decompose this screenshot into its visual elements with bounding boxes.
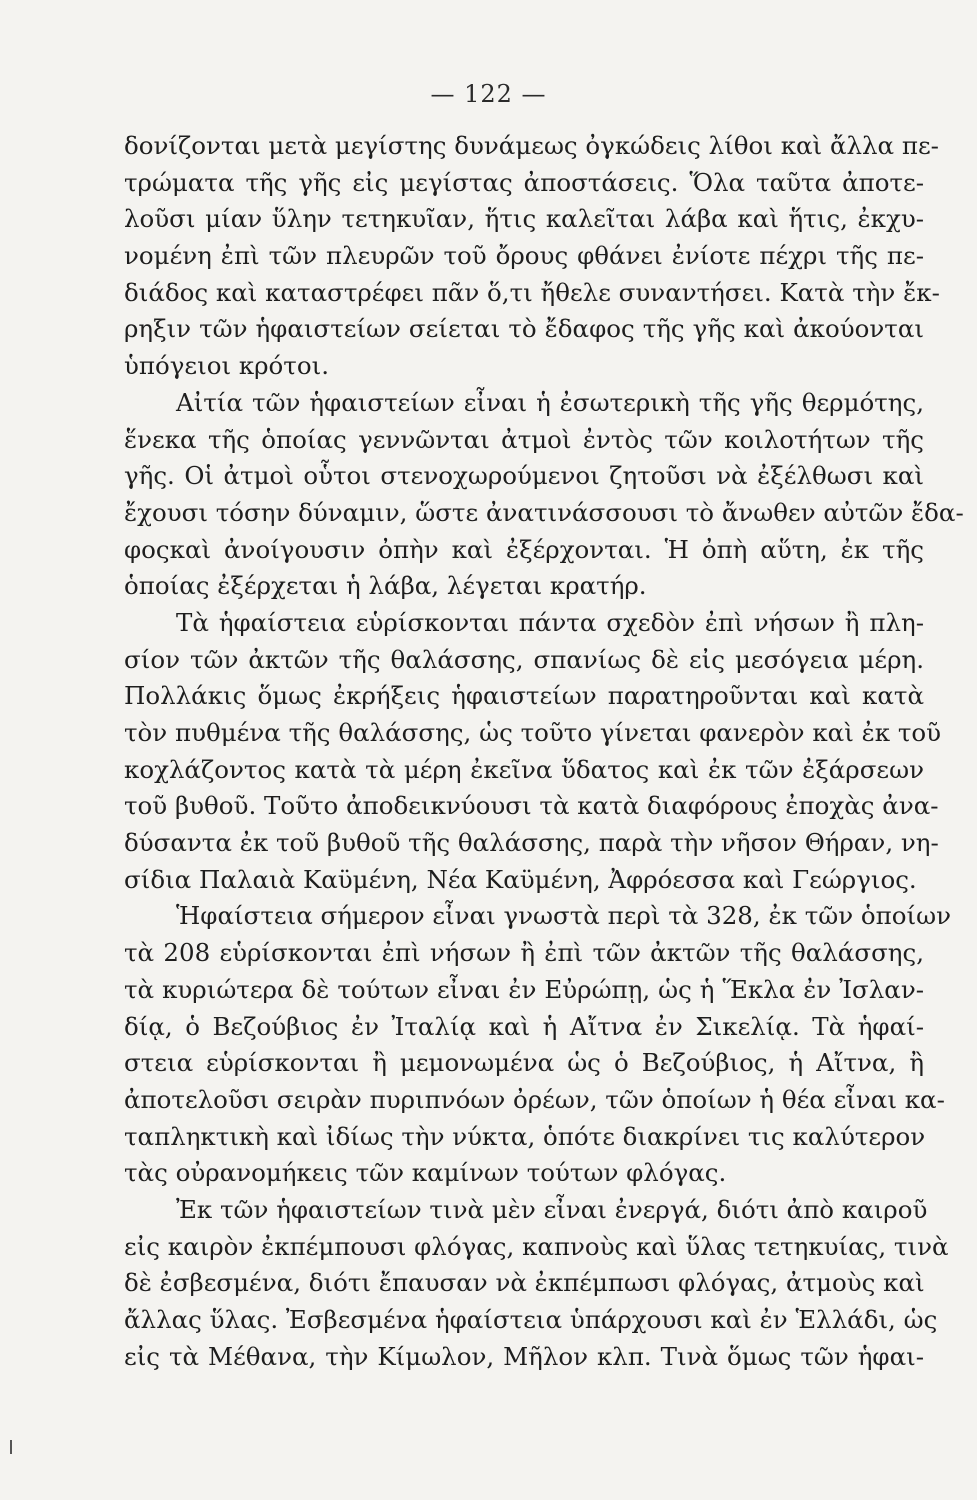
text-line: ρηξιν τῶν ἡφαιστείων σείεται τὸ ἔδαφος τῆς γῆς καὶ ἀκούονται <box>124 314 924 344</box>
text-line: εἰς τὰ Μέθανα, τὴν Κίμωλον, Μῆλον κλπ. Τινὰ ὅμως τῶν ἡφαι- <box>124 1341 924 1371</box>
text-line: τὸν πυθμένα τῆς θαλάσσης, ὡς τοῦτο γίνεται φανερὸν καὶ ἐκ τοῦ <box>124 718 942 747</box>
text-line: λοῦσι μίαν ὕλην τετηκυῖαν, ἥτις καλεῖται λάβα καὶ ἥτις, ἐκχυ- <box>124 204 924 234</box>
text-line: κοχλάζοντος κατὰ τὰ μέρη ἐκεῖνα ὕδατος καὶ ἐκ τῶν ἐξάρσεων <box>124 754 924 784</box>
text-line: τοῦ βυθοῦ. Τοῦτο ἀποδεικνύουσι τὰ κατὰ διαφόρους ἐποχὰς ἀνα- <box>124 791 939 821</box>
text-line: Ἡφαίστεια σήμερον εἶναι γνωστὰ περὶ τὰ 328, ἐκ τῶν ὁποίων <box>176 901 951 931</box>
text-line: ἀποτελοῦσι σειρὰν πυριπνόων ὀρέων, τῶν ὁποίων ἡ θέα εἶναι κα- <box>124 1084 945 1114</box>
text-line: σίον τῶν ἀκτῶν τῆς θαλάσσης, σπανίως δὲ εἰς μεσόγεια μέρη. <box>124 644 924 674</box>
text-line: δίᾳ, ὁ Βεζούβιος ἐν Ἰταλίᾳ καὶ ἡ Αἴτνα ἐν Σικελίᾳ. Τὰ ἡφαί- <box>124 1011 924 1041</box>
page-number: — 122 — <box>430 80 547 108</box>
text-line: δύσαντα ἐκ τοῦ βυθοῦ τῆς θαλάσσης, παρὰ τὴν νῆσον Θήραν, νη- <box>124 828 939 858</box>
text-line: τὰς οὐρανομήκεις τῶν καμίνων τούτων φλόγας. <box>124 1158 727 1188</box>
text-line: ὑπόγειοι κρότοι. <box>124 351 329 381</box>
body-text <box>124 128 964 1375</box>
text-line: Πολλάκις ὅμως ἐκρήξεις ἡφαιστείων παρατηροῦνται καὶ κατὰ <box>124 681 924 711</box>
text-line: στεια εὑρίσκονται ἢ μεμονωμένα ὡς ὁ Βεζούβιος, ἡ Αἴτνα, ἢ <box>124 1048 924 1078</box>
text-line: τὰ 208 εὑρίσκονται ἐπὶ νήσων ἢ ἐπὶ τῶν ἀκτῶν τῆς θαλάσσης, <box>124 938 924 968</box>
text-line: ἔχουσι τόσην δύναμιν, ὥστε ἀνατινάσσουσι τὸ ἄνωθεν αὐτῶν ἔδα- <box>124 497 964 527</box>
text-line: ταπληκτικὴ καὶ ἰδίως τὴν νύκτα, ὁπότε διακρίνει τις καλύτερον <box>124 1121 926 1151</box>
text-line: σίδια Παλαιὰ Καϋμένη, Νέα Καϋμένη, Ἀφρόεσσα καὶ Γεώργιος. <box>124 864 917 894</box>
text-line: ἄλλας ὕλας. Ἐσβεσμένα ἡφαίστεια ὑπάρχουσι καὶ ἐν Ἑλλάδι, ὡς <box>124 1305 938 1334</box>
text-line: φοςκαὶ ἀνοίγουσιν ὀπὴν καὶ ἐξέρχονται. Ἡ ὀπὴ αὕτη, ἐκ τῆς <box>124 534 924 564</box>
text-line: διάδος καὶ καταστρέφει πᾶν ὅ,τι ἤθελε συναντήσει. Κατὰ τὴν ἔκ- <box>124 277 940 307</box>
text-line: ἕνεκα τῆς ὁποίας γεννῶνται ἀτμοὶ ἐντὸς τῶν κοιλοτήτων τῆς <box>124 424 924 454</box>
text-line: νομένη ἐπὶ τῶν πλευρῶν τοῦ ὄρους φθάνει ἐνίοτε πέχρι τῆς πε- <box>124 241 924 271</box>
text-line: Αἰτία τῶν ἡφαιστείων εἶναι ἡ ἐσωτερικὴ τῆς γῆς θερμότης, <box>176 387 924 417</box>
text-line: εἰς καιρὸν ἐκπέμπουσι φλόγας, καπνοὺς καὶ ὕλας τετηκυίας, τινὰ <box>124 1231 949 1261</box>
text-line: Ἐκ τῶν ἡφαιστείων τινὰ μὲν εἶναι ἐνεργά, διότι ἀπὸ καιροῦ <box>176 1194 928 1224</box>
text-line: τὰ κυριώτερα δὲ τούτων εἶναι ἐν Εὐρώπῃ, ὡς ἡ Ἕκλα ἐν Ἰσλαν- <box>124 974 924 1004</box>
text-line: δὲ ἐσβεσμένα, διότι ἔπαυσαν νὰ ἐκπέμπωσι φλόγας, ἀτμοὺς καὶ <box>124 1268 925 1298</box>
text-line: ὁποίας ἐξέρχεται ἡ λάβα, λέγεται κρατήρ. <box>124 571 647 601</box>
text-line: γῆς. Οἱ ἀτμοὶ οὗτοι στενοχωρούμενοι ζητοῦσι νὰ ἐξέλθωσι καὶ <box>124 461 924 491</box>
text-line: τρώματα τῆς γῆς εἰς μεγίστας ἀποστάσεις. Ὅλα ταῦτα ἀποτε- <box>124 167 924 197</box>
text-line: δονίζονται μετὰ μεγίστης δυνάμεως ὀγκώδεις λίθοι καὶ ἄλλα πε- <box>124 131 939 160</box>
margin-mark <box>10 1440 12 1454</box>
text-line: Τὰ ἡφαίστεια εὑρίσκονται πάντα σχεδὸν ἐπὶ νήσων ἢ πλη- <box>176 607 924 637</box>
